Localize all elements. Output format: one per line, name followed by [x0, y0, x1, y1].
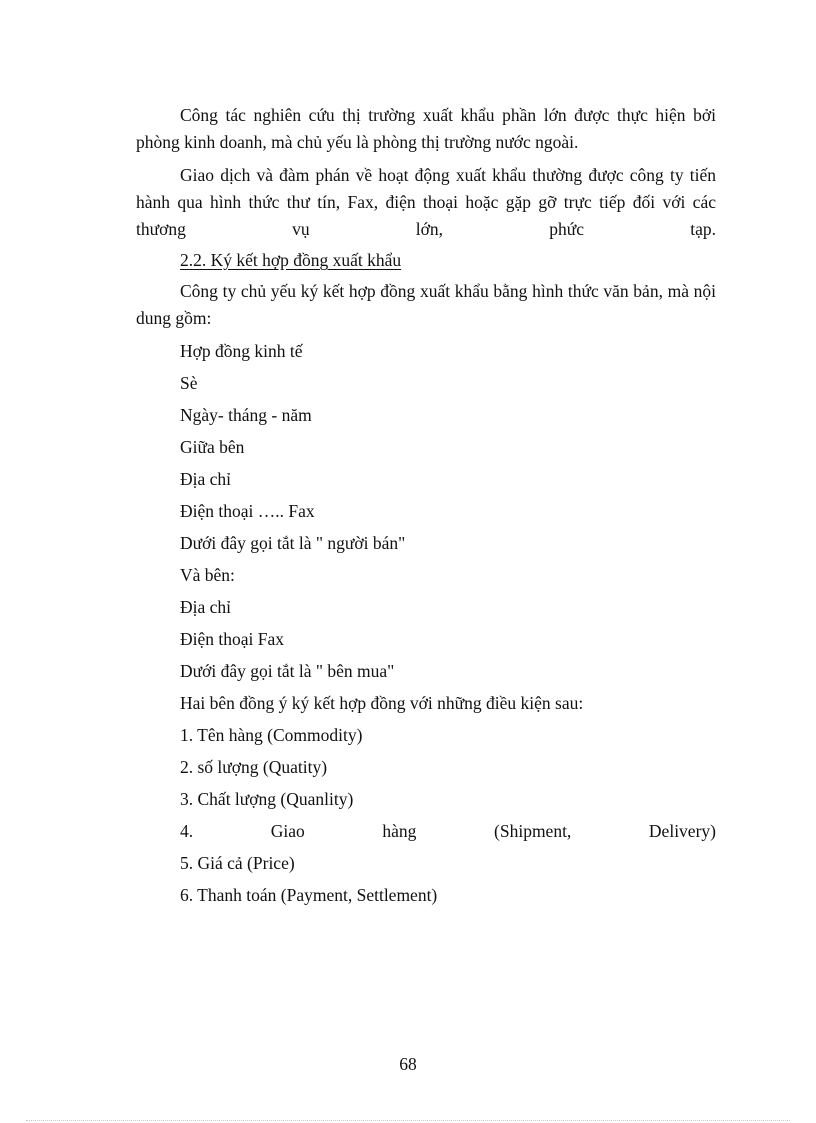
- list-item: Dưới đây gọi tắt là " người bán": [180, 533, 406, 553]
- delivery-word: (Shipment,: [494, 821, 572, 841]
- list-item: 5. Giá cả (Price): [180, 853, 295, 873]
- list-item: 3. Chất lượng (Quanlity): [180, 789, 354, 809]
- list-item: 2. số lượng (Quatity): [180, 757, 328, 777]
- section-heading: 2.2. Ký kết hợp đồng xuất khẩu: [180, 250, 402, 270]
- page-number: 68: [399, 1054, 417, 1074]
- intro-text-block: [136, 102, 716, 332]
- list-item: Hợp đồng kinh tế: [180, 341, 303, 361]
- list-item: Hai bên đồng ý ký kết hợp đồng với những điều kiện sau:: [180, 693, 584, 713]
- list-item: Địa chỉ: [180, 597, 232, 617]
- paragraph-negotiation: Giao dịch và đàm phán về hoạt động xuất khẩu thường được công ty tiến hành qua hình thức thư tín, Fax, điện thoại hoặc gặp gỡ trực tiếp đối với các thương vụ lớn, phức tạp.: [136, 165, 716, 239]
- list-item: 1. Tên hàng (Commodity): [180, 725, 363, 745]
- list-item: Sè: [180, 373, 198, 393]
- paragraph-market-research: Công tác nghiên cứu thị trường xuất khẩu phần lớn được thực hiện bởi phòng kinh doanh, mà chủ yếu là phòng thị trường nước ngoài.: [136, 105, 716, 152]
- list-item-delivery: [180, 820, 716, 842]
- list-item: Điện thoại Fax: [180, 629, 285, 649]
- list-item: Dưới đây gọi tắt là " bên mua": [180, 661, 395, 681]
- delivery-word: Delivery): [648, 821, 716, 841]
- list-item: 6. Thanh toán (Payment, Settlement): [180, 885, 438, 905]
- list-item: Ngày- tháng - năm: [180, 405, 312, 425]
- delivery-word: 4.: [180, 821, 194, 841]
- list-item: Giữa bên: [180, 437, 245, 457]
- list-item: Điện thoại ….. Fax: [180, 501, 315, 521]
- footer-divider: [26, 1120, 790, 1121]
- delivery-word: Giao: [270, 821, 305, 841]
- list-item: Địa chỉ: [180, 469, 232, 489]
- delivery-word: hàng: [382, 821, 417, 841]
- paragraph-contract-form: Công ty chủ yếu ký kết hợp đồng xuất khẩu bằng hình thức văn bản, mà nội dung gồm:: [136, 281, 716, 328]
- list-item: Và bên:: [180, 565, 235, 585]
